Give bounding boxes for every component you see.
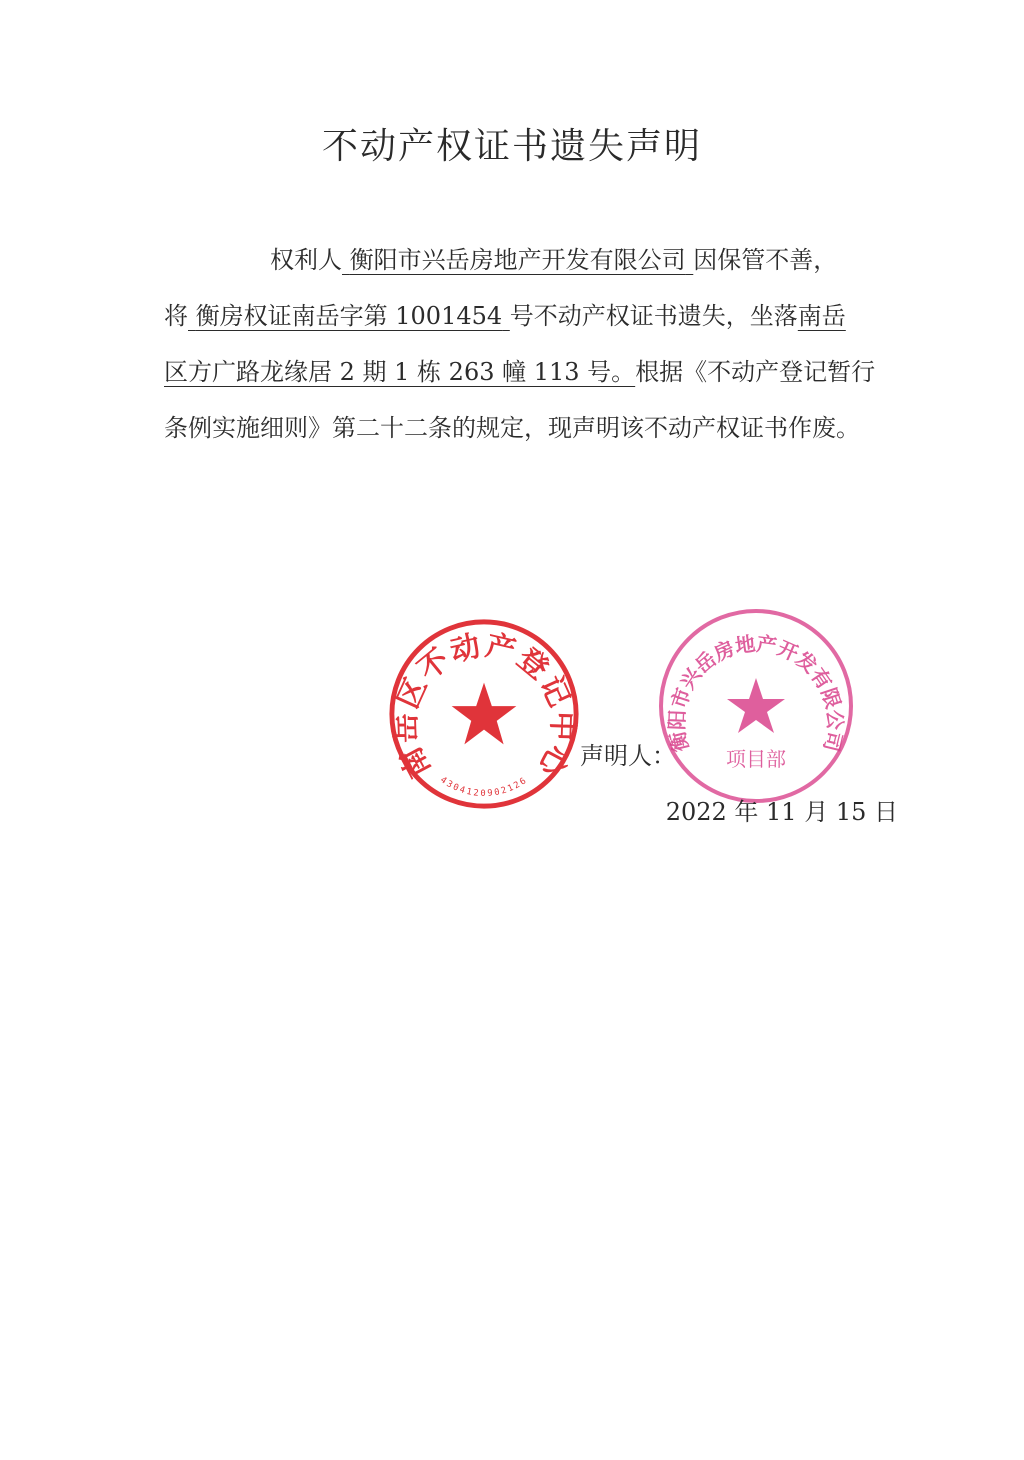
document-title: 不动产权证书遗失声明 bbox=[321, 126, 702, 167]
loss-text: 号不动产权证书遗失，坐落 bbox=[509, 302, 798, 330]
star-icon bbox=[727, 678, 785, 733]
declaration-date: 2022 年 11 月 15 日 bbox=[665, 798, 898, 826]
paragraph-line-4: 条例实施细则》第二十二条的规定，现声明该不动产权证书作废。 bbox=[164, 414, 860, 442]
registry-seal-code: 4304120902126 bbox=[438, 775, 530, 799]
registry-seal-text: 南岳区不动产登记中心 bbox=[387, 627, 581, 784]
location-part-2: 区方广路龙缘居 2 期 1 栋 263 幢 113 号。 bbox=[164, 358, 636, 386]
basis-text: 根据《不动产登记暂行 bbox=[635, 358, 876, 386]
paragraph-line-2: 将 衡房权证南岳字第 1001454 号不动产权证书遗失，坐落南岳 bbox=[164, 302, 846, 330]
paragraph-line-3 bbox=[164, 344, 904, 400]
owner-name: 衡阳市兴岳房地产开发有限公司 bbox=[349, 246, 686, 274]
registry-seal bbox=[386, 616, 582, 812]
certificate-number: 衡房权证南岳字第 1001454 bbox=[195, 302, 503, 330]
reason-text: 因保管不善， bbox=[693, 246, 838, 274]
company-seal bbox=[656, 606, 856, 806]
declarant-label: 声明人： bbox=[580, 742, 676, 770]
star-icon bbox=[452, 683, 517, 745]
owner-label: 权利人 bbox=[270, 246, 342, 274]
paragraph-line-1 bbox=[164, 232, 904, 288]
company-seal-text: 衡阳市兴岳房地产开发有限公司 bbox=[664, 631, 848, 755]
location-part-1: 南岳 bbox=[797, 302, 846, 330]
company-seal-subtext: 项目部 bbox=[726, 747, 786, 771]
declaration-paragraph bbox=[164, 232, 904, 456]
